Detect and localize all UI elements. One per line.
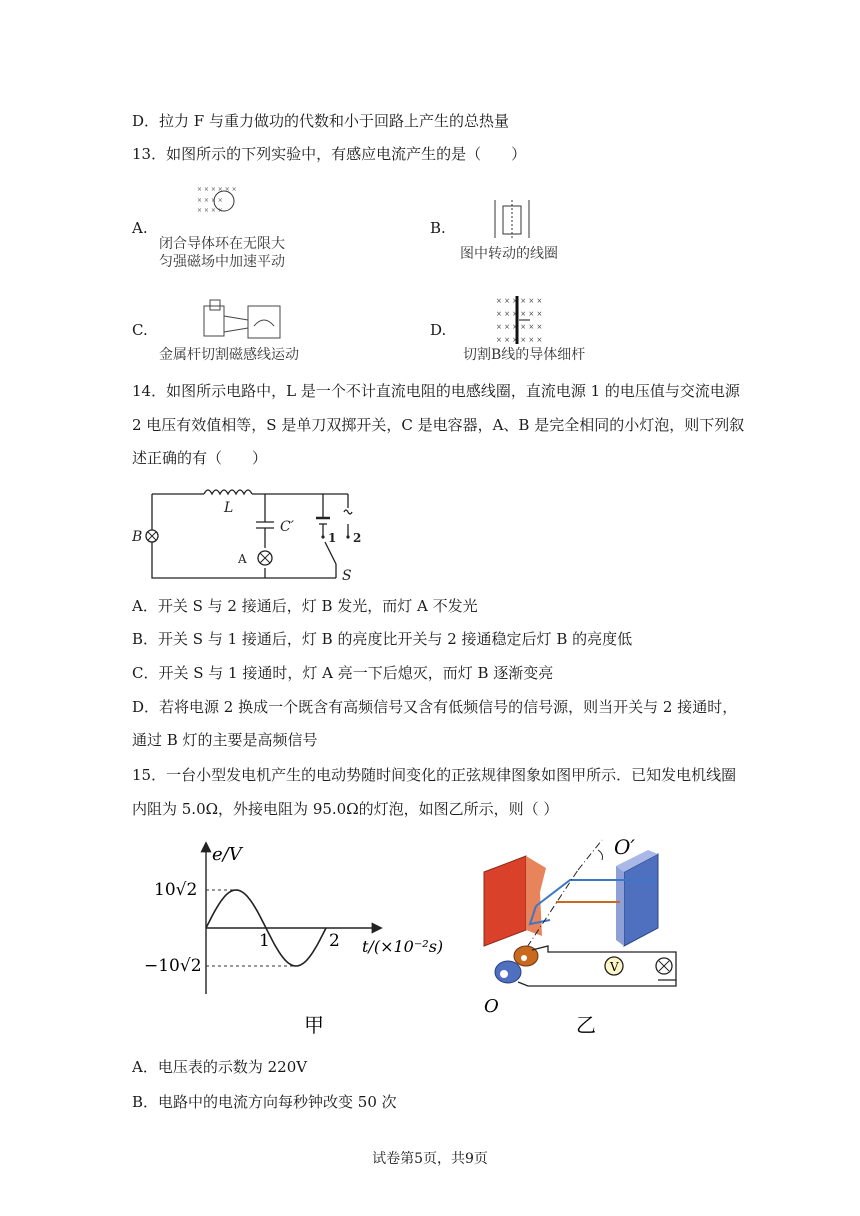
chart-tick-2: 2 [329, 931, 340, 951]
q13-d-caption: 切割B线的导体细杆 [463, 347, 586, 363]
q15-stem-2: 内阻为 5.0Ω，外接电阻为 95.0Ω的灯泡，如图乙所示，则（ ） [132, 800, 559, 818]
circuit-label-l: L [224, 500, 234, 516]
svg-text:× × × × × ×: × × × × × × [496, 336, 543, 344]
q14-option-b[interactable]: B．开关 S 与 1 接通后，灯 B 的亮度比开关与 2 接通稳定后灯 B 的亮度低 [132, 630, 633, 648]
page-footer: 试卷第5页，共9页 [372, 1151, 488, 1167]
svg-text:× × × ×: × × × × [197, 197, 223, 204]
circuit-label-1: 1 [328, 531, 337, 545]
q13-c-caption: 金属杆切割磁感线运动 [159, 347, 299, 363]
q14-option-c[interactable]: C．开关 S 与 1 接通时，灯 A 亮一下后熄灭，而灯 B 逐渐变亮 [132, 664, 554, 682]
svg-text:× × × × × ×: × × × × × × [496, 297, 543, 305]
svg-text:× × × × × ×: × × × × × × [197, 186, 237, 193]
gen-axis-label-o-prime: O′ [614, 835, 635, 859]
gen-axis-label-o: O [484, 996, 499, 1017]
q13-a-caption-2: 匀强磁场中加速平动 [159, 254, 285, 270]
chart-ymin-label: −10√2 [144, 956, 202, 976]
svg-text:× × × × × ×: × × × × × × [496, 310, 543, 318]
svg-text:× × × × × ×: × × × × × × [496, 323, 543, 331]
q12-option-d: D．拉力 F 与重力做功的代数和小于回路上产生的总热量 [132, 112, 509, 130]
emf-sine-chart [140, 836, 455, 1041]
q13-option-b-letter[interactable]: B. [430, 219, 446, 237]
circuit-label-a: A [238, 552, 247, 566]
q14-stem-3: 述正确的有（ ） [132, 449, 268, 467]
q15-option-a[interactable]: A．电压表的示数为 220V [132, 1058, 308, 1076]
chart-caption-jia: 甲 [304, 1013, 324, 1037]
chart-xlabel: t/(×10⁻²s) [362, 937, 444, 956]
q15-stem-1: 15．一台小型发电机产生的电动势随时间变化的正弦规律图象如图甲所示．已知发电机线圈 [132, 766, 737, 784]
generator-diagram [470, 832, 720, 1042]
circuit-label-c: C′ [280, 519, 294, 535]
svg-text:× × × ×: × × × × [197, 207, 223, 214]
q13-option-c-letter[interactable]: C. [132, 321, 148, 339]
q13-a-figure [195, 184, 253, 220]
q13-stem: 13．如图所示的下列实验中，有感应电流产生的是（ ） [132, 145, 527, 163]
q13-option-a-letter[interactable]: A. [132, 219, 148, 237]
circuit-label-2: 2 [353, 531, 362, 545]
q13-c-figure [198, 296, 288, 344]
chart-ylabel: e/V [212, 844, 242, 865]
q13-option-d-letter[interactable]: D. [430, 321, 447, 339]
q14-option-d-cont: 通过 B 灯的主要是高频信号 [132, 731, 318, 749]
q14-option-a[interactable]: A．开关 S 与 2 接通后，灯 B 发光，而灯 A 不发光 [132, 597, 478, 615]
q13-b-figure [490, 196, 534, 240]
q14-option-d[interactable]: D．若将电源 2 换成一个既含有高频信号又含有低频信号的信号源，则当开关与 2 接通时， [132, 698, 738, 716]
circuit-label-s: S [342, 568, 352, 584]
circuit-label-b: B [132, 529, 143, 545]
q14-stem-2: 2 电压有效值相等，S 是单刀双掷开关，C 是电容器，A、B 是完全相同的小灯泡，则下列叙 [132, 416, 745, 434]
q14-stem-1: 14．如图所示电路中，L 是一个不计直流电阻的电感线圈，直流电源 1 的电压值与交流电源 [132, 382, 740, 400]
q15-option-b[interactable]: B．电路中的电流方向每秒钟改变 50 次 [132, 1093, 397, 1111]
gen-caption-yi: 乙 [576, 1013, 596, 1037]
q13-b-caption: 图中转动的线圈 [460, 246, 558, 262]
gen-voltmeter-label: V [610, 960, 619, 974]
chart-tick-1: 1 [259, 931, 270, 951]
q14-circuit-diagram [128, 484, 368, 584]
chart-ymax-label: 10√2 [154, 880, 198, 900]
q13-d-figure [494, 294, 550, 346]
q13-a-caption-1: 闭合导体环在无限大 [159, 236, 285, 252]
